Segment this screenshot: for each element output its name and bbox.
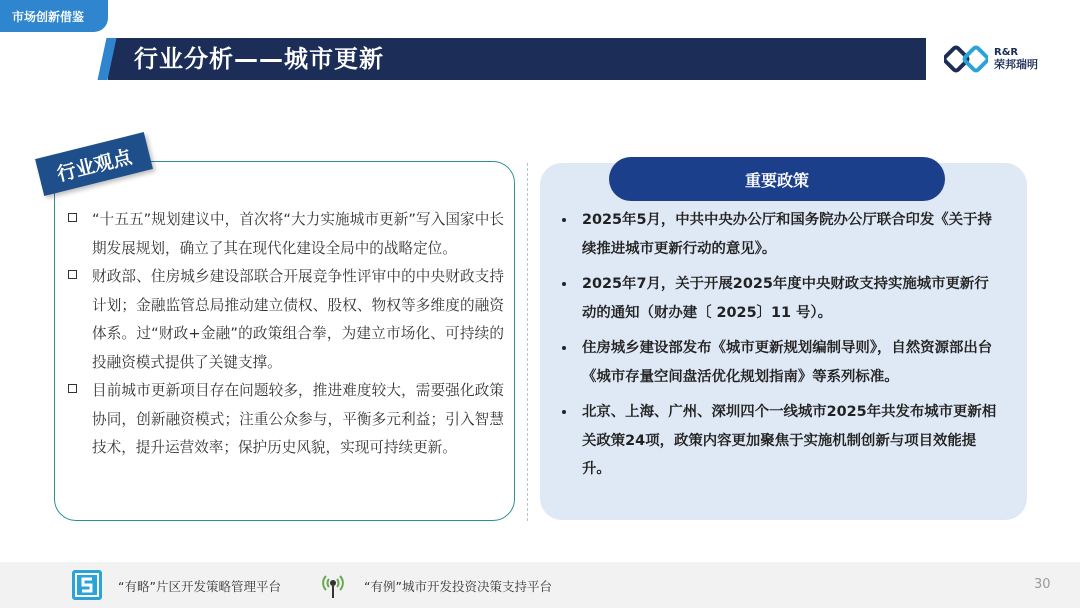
- list-item: [560, 206, 1000, 263]
- list-item: [560, 270, 1000, 327]
- title-bar: [108, 38, 926, 80]
- logo-chinese: 荣邦瑞明: [994, 58, 1038, 71]
- square-bullet-icon: [68, 384, 77, 393]
- bullet-dot-icon: [562, 282, 566, 286]
- industry-view-tag: 行业观点: [35, 132, 153, 196]
- section-tag: 市场创新借鉴: [0, 0, 108, 32]
- list-item-text: 2025年5月，中共中央办公厅和国务院办公厅联合印发《关于持续推进城市更新行动的意见》。: [582, 212, 992, 257]
- list-item-text: 财政部、住房城乡建设部联合开展竞争性评审中的中央财政支持计划；金融监管总局推动建立债权、股权、物权等多维度的融资体系。过“财政+金融”的政策组合拳，为建立市场化、可持续的投融资模式提供了关键支撑。: [92, 268, 504, 371]
- list-item-text: 北京、上海、广州、深圳四个一线城市2025年共发布城市更新相关政策24项，政策内容更加聚焦于实施机制创新与项目效能提升。: [582, 404, 997, 477]
- logo-english: R&R: [994, 47, 1019, 58]
- page-number: 30: [1034, 577, 1051, 592]
- list-item: [560, 398, 1000, 484]
- industry-view-list: [64, 206, 504, 463]
- list-item: [64, 263, 504, 377]
- title-accent: [98, 38, 117, 80]
- list-item: [560, 334, 1000, 391]
- list-item-text: 住房城乡建设部发布《城市更新规划编制导则》，自然资源部出台《城市存量空间盘活优化规划指南》等系列标准。: [582, 340, 993, 385]
- list-item-text: 目前城市更新项目存在问题较多，推进难度较大，需要强化政策协同，创新融资模式；注重公众参与，平衡多元利益；引入智慧技术，提升运营效率；保护历史风貌，实现可持续更新。: [92, 382, 504, 456]
- policy-title: 重要政策: [609, 157, 945, 201]
- list-item: [64, 377, 504, 463]
- signal-pin-icon: [318, 570, 348, 600]
- list-item: [64, 206, 504, 263]
- bullet-dot-icon: [562, 410, 566, 414]
- footer: [0, 562, 1080, 608]
- page-title: 行业分析——城市更新: [134, 45, 384, 73]
- double-ring-logo-icon: [944, 45, 988, 73]
- square-bullet-icon: [68, 270, 77, 279]
- square-bullet-icon: [68, 213, 77, 222]
- bullet-dot-icon: [562, 218, 566, 222]
- bullet-dot-icon: [562, 346, 566, 350]
- list-item-text: 2025年7月，关于开展2025年度中央财政支持实施城市更新行动的通知（财办建〔 2025〕11 号）。: [582, 276, 989, 321]
- platform-youli: “有例”城市开发投资决策支持平台: [364, 579, 552, 594]
- policy-list: [560, 206, 1000, 491]
- company-logo: [944, 44, 1070, 74]
- platform-youlve: “有略”片区开发策略管理平台: [118, 579, 281, 594]
- s-app-icon: [72, 570, 102, 600]
- dashed-divider: [527, 163, 528, 521]
- list-item-text: “十五五”规划建议中，首次将“大力实施城市更新”写入国家中长期发展规划，确立了其在现代化建设全局中的战略定位。: [92, 211, 504, 257]
